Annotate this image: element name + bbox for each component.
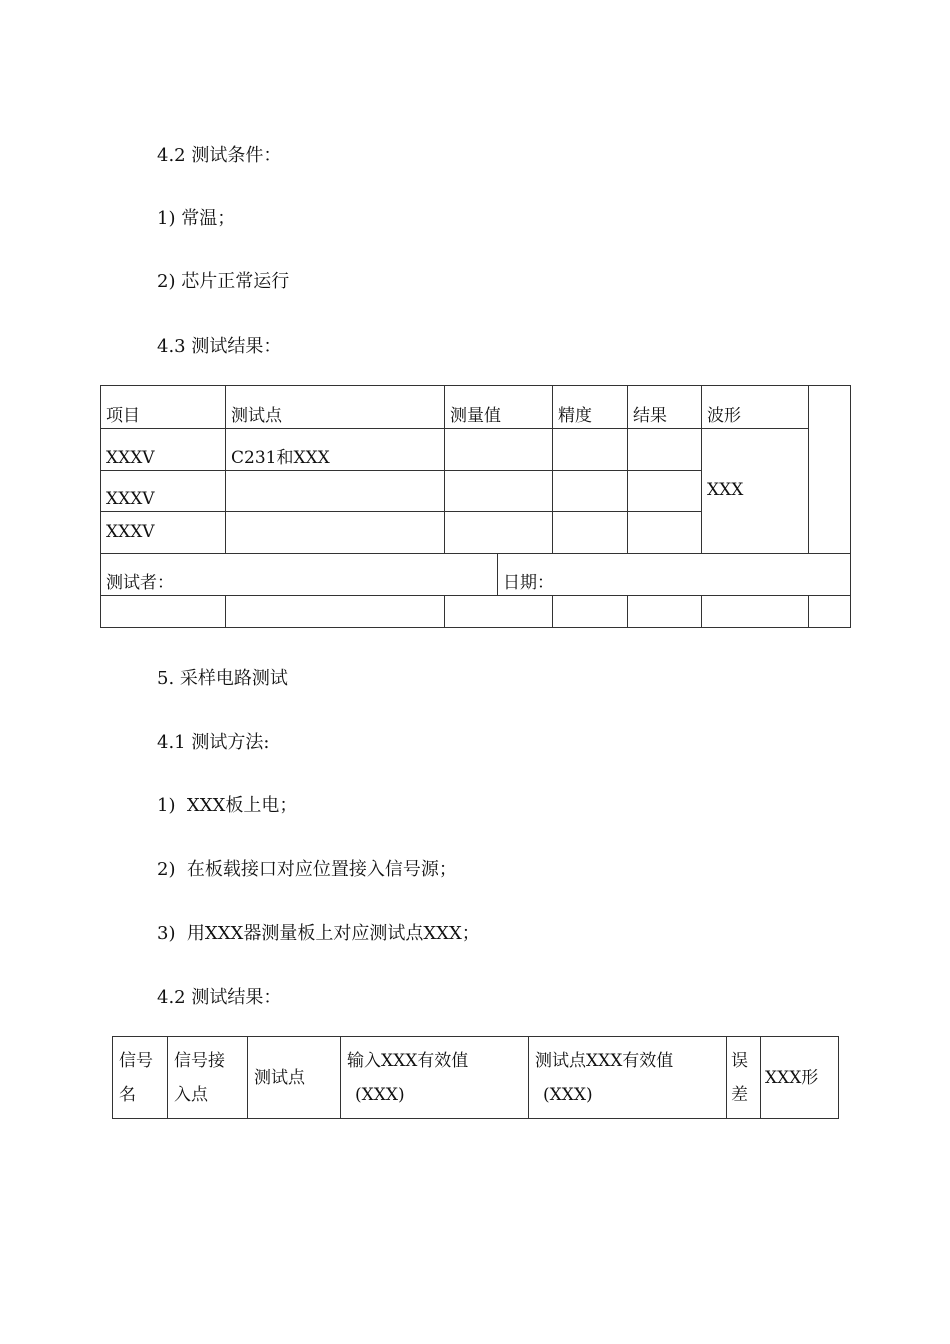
header-input-rms [341,1037,529,1119]
measured-value-cell [445,471,553,512]
header-accuracy: 精度 [553,386,628,429]
item-cell: XXXV [101,429,226,471]
test-point-rms-label: 测试点XXX有效值 [535,1050,674,1071]
blank-cell [101,596,226,628]
item-cell: XXXV [101,471,226,512]
section-4-3-heading: 4.3 测试结果： [157,336,282,357]
method-step-2: 2) 在板载接口对应位置接入信号源； [157,859,457,880]
blank-side-cell [809,386,851,554]
test-point-rms-unit: (XXX) [543,1084,593,1105]
tester-label: 测试者： [101,554,498,596]
header-result: 结果 [628,386,702,429]
header-test-point: 测试点 [226,386,445,429]
blank-cell [702,596,809,628]
date-label: 日期： [498,554,851,596]
measured-value-cell [445,512,553,554]
blank-cell [809,596,851,628]
accuracy-cell [553,471,628,512]
section-4-1-heading: 4.1 测试方法: [157,732,270,753]
blank-cell [628,596,702,628]
header-measured-value: 测量值 [445,386,553,429]
accuracy-cell [553,512,628,554]
method-step-3: 3) 用XXX器测量板上对应测试点XXX； [157,923,480,944]
section-4-2-heading: 4.2 测试条件： [157,145,282,166]
test-point-cell [226,471,445,512]
result-cell [628,512,702,554]
header-test-point-rms [529,1037,727,1119]
header-waveform: 波形 [702,386,809,429]
item-cell: XXXV [101,512,226,554]
blank-cell [445,596,553,628]
condition-1: 1) 常温； [157,208,236,229]
method-step-1: 1) XXX板上电； [157,795,298,816]
blank-cell [226,596,445,628]
result-cell [628,471,702,512]
header-signal-name: 信号名 [113,1037,168,1119]
sampling-results-table [112,1036,839,1119]
accuracy-cell [553,429,628,471]
test-point-cell: C231和XXX [226,429,445,471]
result-cell [628,429,702,471]
test-point-cell [226,512,445,554]
section-5-heading: 5. 采样电路测试 [157,668,288,689]
header-item: 项目 [101,386,226,429]
measured-value-cell [445,429,553,471]
header-test-point: 测试点 [248,1037,341,1119]
section-4-2-results-heading: 4.2 测试结果： [157,987,282,1008]
table-row [101,429,851,471]
header-error: 误差 [727,1037,761,1119]
condition-2: 2) 芯片正常运行 [157,271,290,292]
input-rms-unit: (XXX) [355,1084,405,1105]
header-waveform: XXX形 [761,1037,839,1119]
input-rms-label: 输入XXX有效值 [347,1050,469,1071]
header-signal-input-point: 信号接入点 [168,1037,248,1119]
blank-cell [553,596,628,628]
waveform-cell: XXX [702,429,809,554]
test-results-table [100,385,851,628]
